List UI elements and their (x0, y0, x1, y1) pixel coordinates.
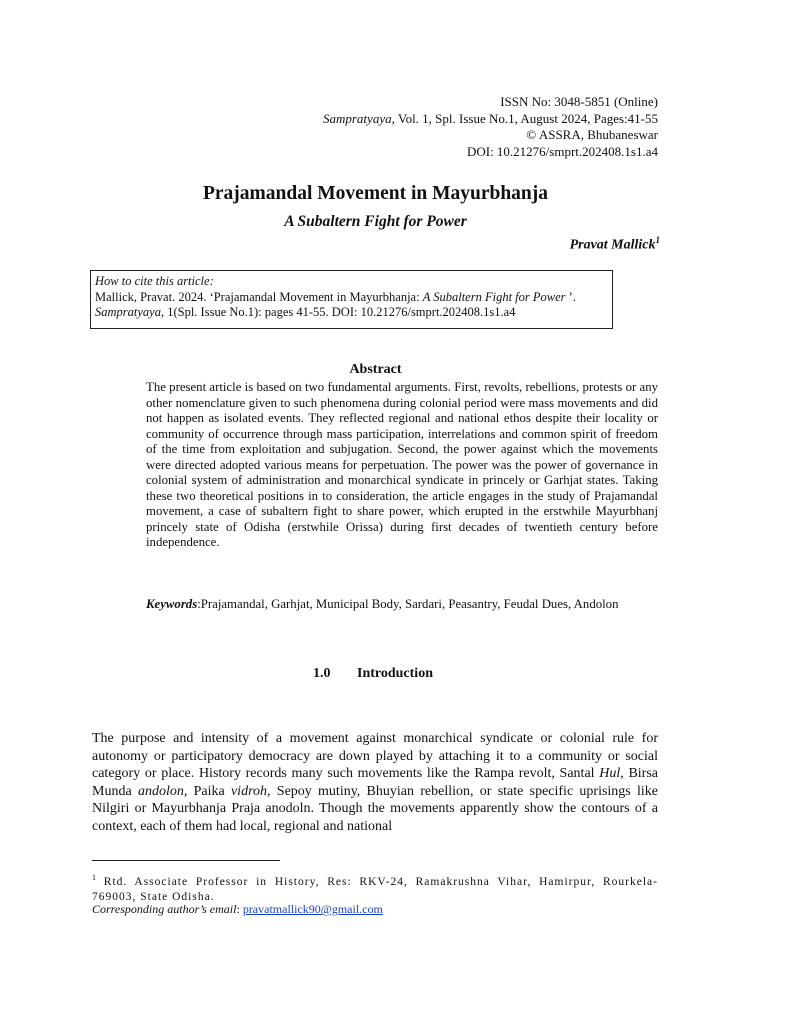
citation-line-1 (95, 290, 608, 306)
intro-text-1: The purpose and intensity of a movement against monarchical syndicate or colonial rule for autonomy or participatory democracy are down played by attaching it to a community or social category or place. History records many such movements like the Rampa revolt, Santal (92, 731, 658, 781)
author-name: Pravat Mallick (569, 237, 656, 253)
author-line (570, 235, 660, 254)
section-heading (313, 666, 433, 682)
citation-details: 1(Spl. Issue No.1): pages 41-55. DOI: 10.21276/smprt.202408.1s1.a4 (164, 305, 516, 319)
keywords-label: Keywords (146, 597, 198, 611)
keywords-list: Prajamandal, Garhjat, Municipal Body, Sardari, Peasantry, Feudal Dues, Andolon (200, 597, 619, 611)
doi-line: DOI: 10.21276/smprt.202408.1s1.a4 (466, 143, 658, 159)
citation-title-italic: A Subaltern Fight for Power (422, 289, 566, 304)
volume-info: Vol. 1, Spl. Issue No.1, August 2024, Pages:41-55 (394, 110, 658, 126)
citation-label: How to cite this article: (95, 274, 214, 288)
citation-text: Mallick, Pravat. 2024. ‘Prajamandal Movement in Mayurbhanja: (95, 289, 423, 304)
section-title: Introduction (357, 666, 433, 681)
citation-text-end: ’. (565, 289, 576, 304)
intro-text-4: , Sepoy mutiny, Bhuyian rebellion, or state specific uprisings like Nilgiri or Mayurbhanja Praja anodoln. Though the movements apparently show the contours of a context, each of them had local, regional and national (92, 783, 659, 834)
publisher-line: © ASSRA, Bhubaneswar (526, 127, 658, 142)
abstract-heading: Abstract (349, 362, 402, 377)
intro-term-vidroh: vidroh (230, 783, 268, 799)
article-title: Prajamandal Movement in Mayurbhanja (202, 183, 549, 204)
journal-name: Sampratyaya, (322, 110, 395, 126)
footnote-divider (92, 860, 280, 861)
footnote (92, 870, 658, 905)
footnote-text: Rtd. Associate Professor in History, Res: RKV-24, Ramakrushna Vihar, Hamirpur, Rourkela- 769003, State Odisha. (92, 875, 658, 903)
journal-header (323, 94, 658, 160)
citation-box (90, 270, 613, 329)
section-number: 1.0 (313, 666, 331, 681)
intro-text-2: , Birsa Munda (92, 766, 658, 799)
keywords-separator: : (197, 597, 201, 611)
introduction-paragraph (92, 730, 658, 835)
keywords-block (146, 597, 658, 613)
article-subtitle: A Subaltern Fight for Power (284, 213, 467, 230)
footnote-mark: 1 (92, 873, 96, 882)
intro-term-hul: Hul (599, 766, 621, 781)
citation-line-2 (95, 305, 608, 321)
author-footnote-mark: 1 (655, 235, 660, 245)
email-label: Corresponding author’s email (92, 902, 237, 916)
keywords-label-wrap (146, 597, 201, 613)
journal-volume-line (323, 111, 658, 128)
author-email-link[interactable]: pravatmallick90@gmail.com (242, 902, 383, 916)
issn-line: ISSN No: 3048-5851 (Online) (500, 94, 658, 109)
email-separator: : (236, 902, 243, 916)
corresponding-email-line (92, 902, 383, 917)
intro-term-andolon: andolon (137, 783, 184, 799)
intro-text-3: , Paika (183, 783, 231, 799)
citation-journal: Sampratyaya, (95, 305, 165, 319)
abstract-text: The present article is based on two fundamental arguments. First, revolts, rebellions, protests or any other nomenclature given to such phenomena during colonial period were mass movements and did not happen as isolated events. They reflected regional and national ethos despite their locality or community of occurrence through mass participation, interrelations and common spirit of freedom of the time from exploitation and subjugation. Second, the power against which the movements were directed adopted various means for perpetuation. The power was the power of governance in colonial system of administration and monarchical syndicate in princely or Garhjat states. Taking these two theoretical positions in to consideration, the article engages in the study of Prajamandal movement, a case of subaltern fight to share power, which erupted in the erstwhile Mayurbhanj princely state of Odisha (erstwhile Orissa) during first decades of twentieth century before independence. (146, 380, 658, 549)
